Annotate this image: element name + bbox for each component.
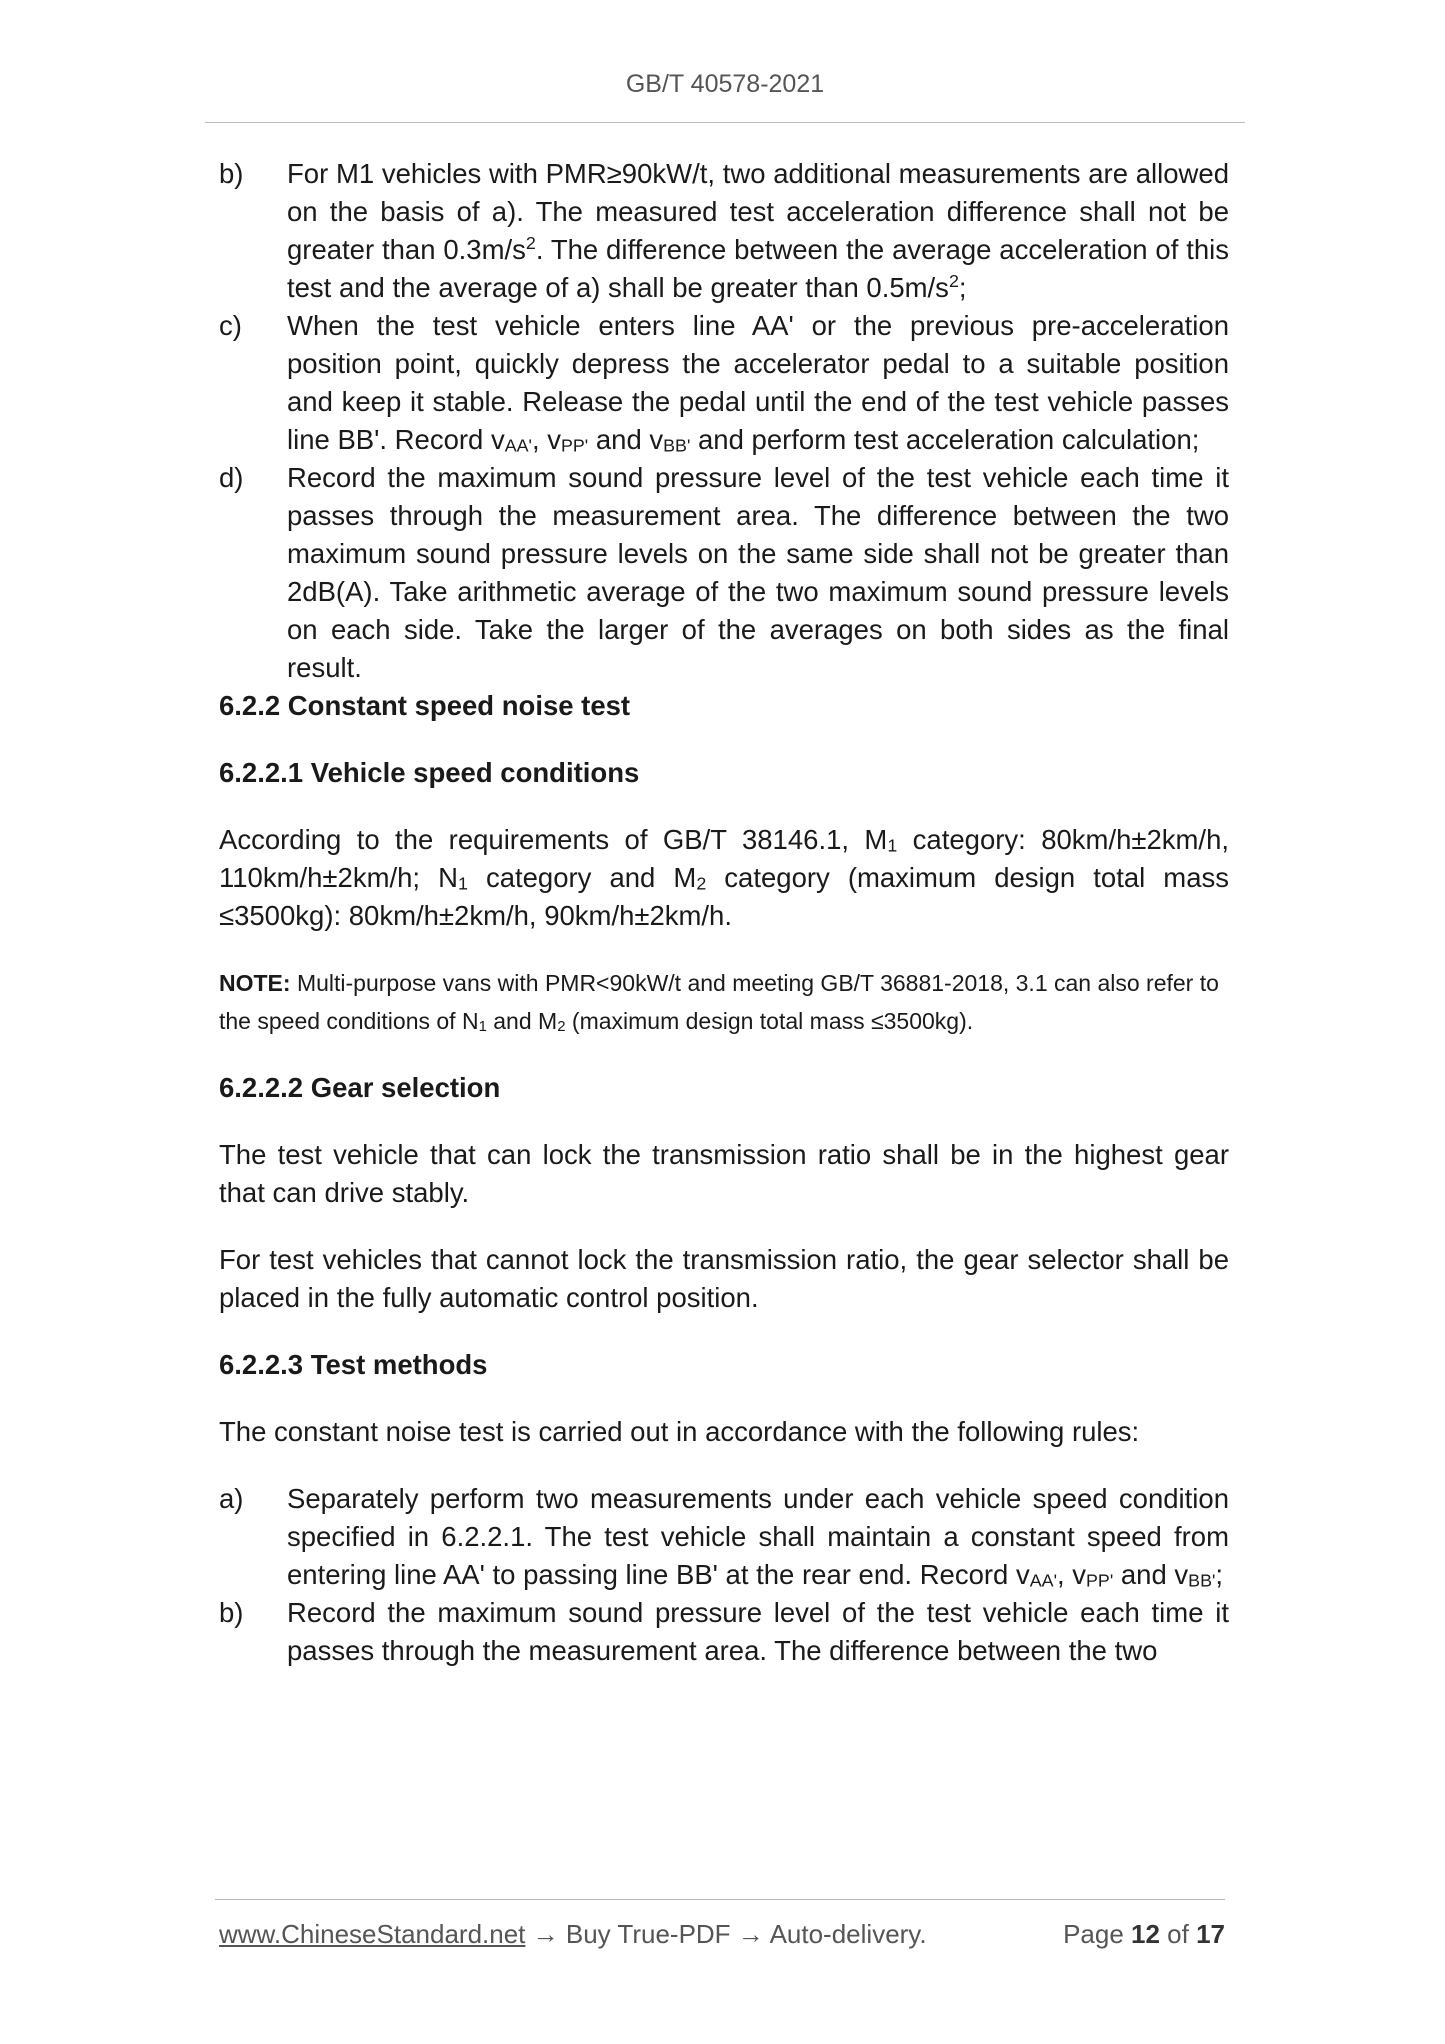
- section-heading-6-2-2-1: 6.2.2.1 Vehicle speed conditions: [219, 757, 640, 788]
- list-marker: b): [219, 158, 244, 189]
- footer-divider: [215, 1899, 1225, 1900]
- section-heading-6-2-2-2: 6.2.2.2 Gear selection: [219, 1072, 501, 1103]
- footer-tagline: → Buy True-PDF → Auto-delivery.: [525, 1919, 927, 1949]
- section-heading-6-2-2: 6.2.2 Constant speed noise test: [219, 690, 631, 721]
- list-marker: b): [219, 1597, 244, 1628]
- methods-paragraph: The constant noise test is carried out in accordance with the following rules:: [219, 1416, 1140, 1447]
- header-divider: [205, 122, 1245, 123]
- list-item-a: a) Separately perform two measurements under each vehicle speed condition specified in 6.2.2.1. The test vehicle shall maintain a constant speed from entering line AA' to passing line BB' at the rear end. Record $v_{AA'}$, $v_{PP'}$ and $v_{BB'}$;: [219, 1480, 1229, 1594]
- note-label: NOTE:: [219, 970, 291, 996]
- page-number: Page 12 of 17: [1063, 1919, 1225, 1949]
- gear-paragraph-1: The test vehicle that can lock the transmission ratio shall be in the highest gear that can drive stably.: [219, 1139, 1229, 1208]
- gear-paragraph-2: For test vehicles that cannot lock the transmission ratio, the gear selector shall be placed in the fully automatic control position.: [219, 1244, 1229, 1313]
- list-item-b: b) For M1 vehicles with PMR≥90kW/t, two additional measurements are allowed on the basis of a). The measured test acceleration difference shall not be greater than $0.3m/s^2$. The difference between the average acceleration of this test and the average of a) shall be greater than $0.5m/s^2$;: [219, 155, 1229, 307]
- list-item-b-2: b) Record the maximum sound pressure level of the test vehicle each time it passes through the measurement area. The difference between the two: [219, 1594, 1229, 1670]
- list-item-d: d) Record the maximum sound pressure level of the test vehicle each time it passes through the measurement area. The difference between the two maximum sound pressure levels on the same side shall not be greater than 2dB(A). Take arithmetic average of the two maximum sound pressure levels on each side. Take the larger of the averages on both sides as the final result.: [219, 459, 1229, 687]
- document-header: GB/T 40578-2021: [625, 70, 825, 98]
- page-content: [219, 155, 1229, 1670]
- list-marker: a): [219, 1483, 244, 1514]
- list-item-c: c) When the test vehicle enters line AA' or the previous pre-acceleration position point, quickly depress the accelerator pedal to a suitable position and keep it stable. Release the pedal until the end of the test vehicle passes line BB'. Record $v_{AA'}$, $v_{PP'}$ and $v_{BB'}$ and perform test acceleration calculation;: [219, 307, 1229, 459]
- section-heading-6-2-2-3: 6.2.2.3 Test methods: [219, 1349, 488, 1380]
- note-paragraph: NOTE: Multi-purpose vans with PMR<90kW/t and meeting GB/T 36881-2018, 3.1 can also refer to the speed conditions of $N_1$ and $M_2$ (maximum design total mass ≤3500kg).: [219, 970, 1219, 1036]
- list-marker: d): [219, 462, 244, 493]
- website-link[interactable]: www.ChineseStandard.net: [219, 1919, 526, 1949]
- list-marker: c): [219, 310, 242, 341]
- speed-conditions-paragraph: According to the requirements of GB/T 38146.1, $M_1$ category: 80km/h±2km/h, 110km/h±2km/h; $N_1$ category and $M_2$ category (maximum design total mass ≤3500kg): 80km/h±2km/h, 90km/h±2km/h.: [219, 824, 1230, 931]
